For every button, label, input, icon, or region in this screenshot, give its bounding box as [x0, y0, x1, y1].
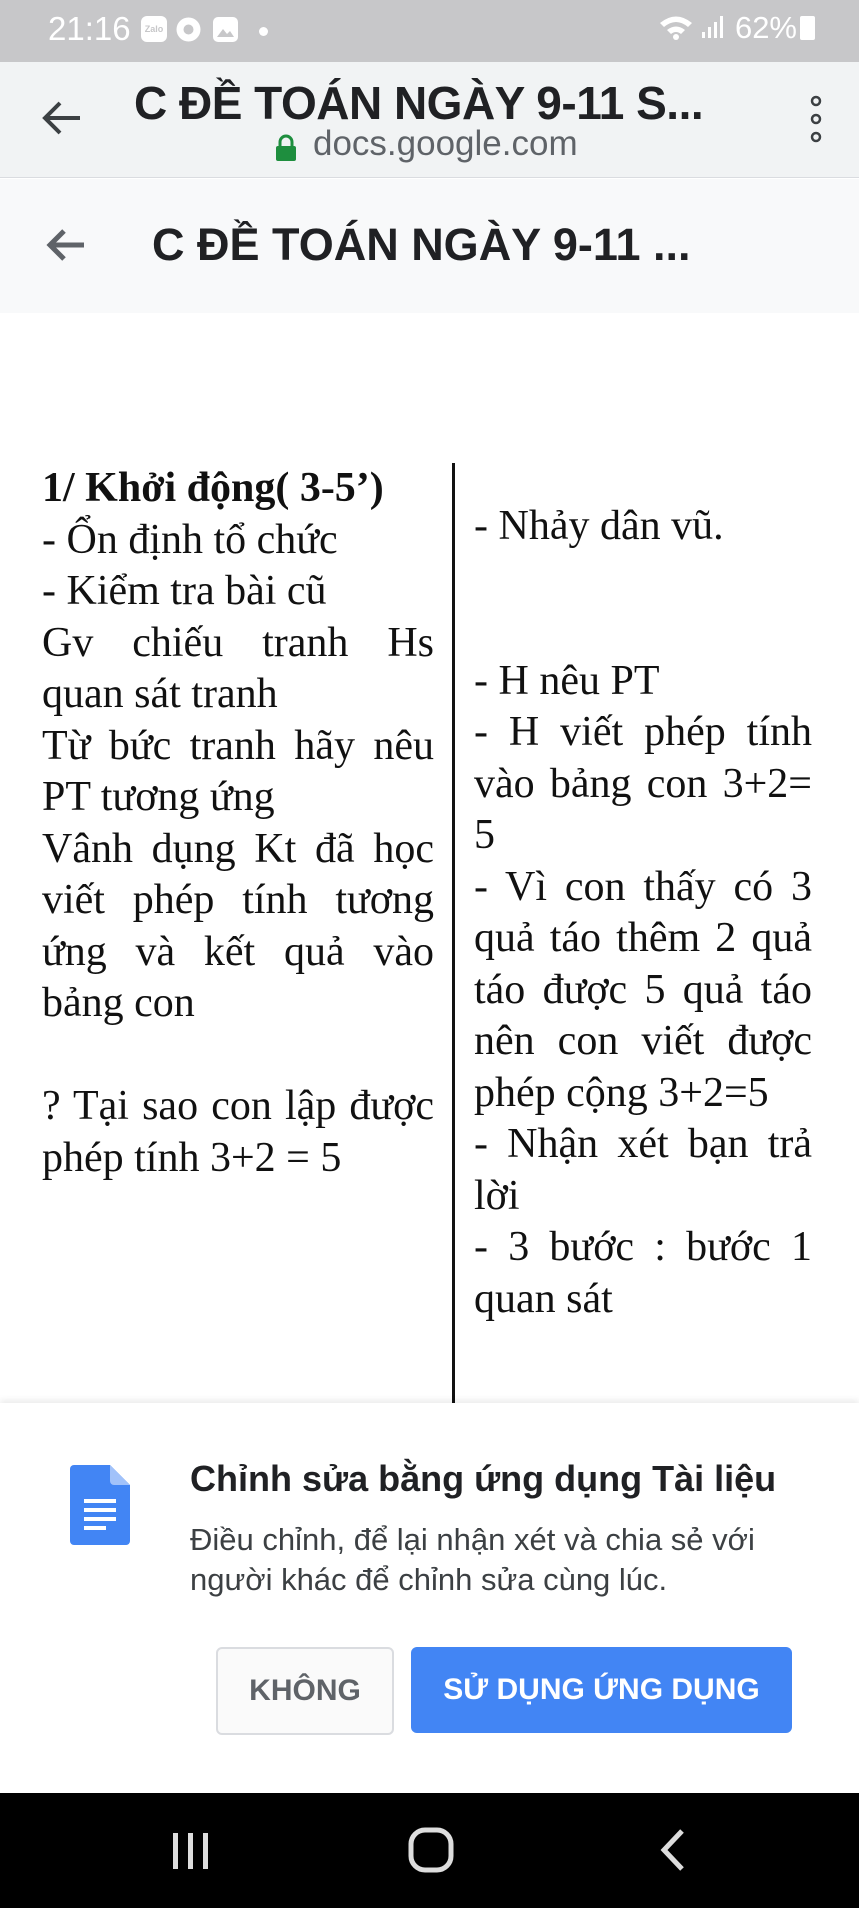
doc-line: - H nêu PT: [474, 657, 660, 704]
blank-line: [474, 553, 812, 656]
docs-header: [0, 179, 859, 315]
lock-icon: [275, 134, 297, 167]
open-in-app-sheet: [0, 1403, 859, 1793]
signal-icon: [702, 14, 726, 40]
doc-line: - H viết phép tính vào bảng con 3+2= 5: [474, 709, 812, 858]
sheet-title: Chỉnh sửa bằng ứng dụng Tài liệu: [190, 1458, 777, 1499]
wifi-icon: [658, 14, 694, 40]
use-app-button[interactable]: SỬ DỤNG ỨNG DỤNG: [411, 1647, 792, 1733]
recent-apps-icon[interactable]: [171, 1831, 211, 1876]
status-time: 21:16: [48, 10, 131, 47]
doc-line: Từ bức tranh hãy nêu PT tương ứng: [42, 722, 434, 820]
doc-line: - Ổn định tổ chức: [42, 516, 338, 563]
document-content[interactable]: [0, 313, 859, 1403]
battery-percent: 62%: [734, 10, 797, 45]
sheet-description: Điều chỉnh, để lại nhận xét và chia sẻ với người khác để chỉnh sửa cùng lúc.: [190, 1522, 755, 1597]
more-notifications-dot-icon: [259, 27, 268, 36]
doc-line: ? Tại sao con lập được phép tính 3+2 = 5: [42, 1083, 434, 1181]
doc-line: - Vì con thấy có 3 quả táo thêm 2 quả táo được 5 quả táo nên con viết được phép cộng 3+2=5: [474, 863, 812, 1116]
browser-url[interactable]: docs.google.com: [313, 124, 578, 163]
doc-line: - Nhận xét bạn trả lời: [474, 1121, 812, 1219]
browser-toolbar: [0, 62, 859, 178]
overflow-menu-icon[interactable]: [809, 94, 823, 149]
status-right: [658, 10, 815, 46]
home-icon[interactable]: [408, 1827, 454, 1878]
section-heading: 1/ Khởi động( 3-5’): [42, 465, 384, 511]
google-docs-app-icon: [70, 1465, 130, 1550]
browser-page-title: C ĐỀ TOÁN NGÀY 9-11 S...: [134, 77, 704, 129]
doc-line: Vânh dụng Kt đã học viết phép tính tương ứng và kết quả vào bảng con: [42, 825, 434, 1026]
table-cell-right: [474, 501, 812, 1325]
table-column-divider: [452, 463, 455, 1403]
zalo-notification-icon: Zalo: [141, 16, 167, 42]
system-nav-bar: [0, 1793, 859, 1908]
battery-icon: [800, 16, 815, 40]
browser-back-arrow-icon[interactable]: [40, 96, 84, 145]
nav-back-icon[interactable]: [658, 1827, 688, 1878]
doc-line: - 3 bước : bước 1 quan sát: [474, 1224, 812, 1322]
docs-back-arrow-icon[interactable]: [44, 223, 88, 272]
doc-line: - Kiểm tra bài cũ: [42, 568, 327, 614]
status-bar: [0, 0, 859, 62]
doc-line: Gv chiếu tranh Hs quan sát tranh: [42, 619, 434, 717]
table-cell-left: [42, 463, 434, 1184]
gallery-notification-icon: [212, 16, 239, 48]
doc-line: - Nhảy dân vũ.: [474, 503, 724, 549]
document-title: C ĐỀ TOÁN NGÀY 9-11 ...: [152, 219, 691, 270]
decline-button[interactable]: KHÔNG: [216, 1647, 394, 1735]
blank-line: [42, 1030, 434, 1082]
chrome-notification-icon: [175, 16, 202, 48]
